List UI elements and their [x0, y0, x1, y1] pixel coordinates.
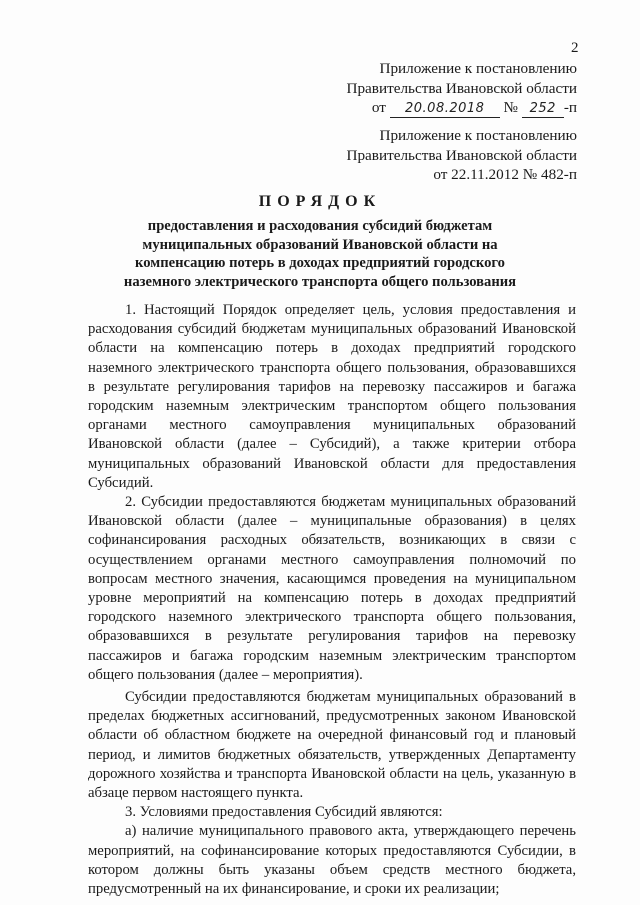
- handwritten-number: 252: [522, 101, 564, 118]
- appendix-current-line2: Правительства Ивановской области: [346, 79, 577, 97]
- document-body: [88, 301, 576, 899]
- paragraph-4: 3. Условиями предоставления Субсидий являются:: [125, 804, 443, 821]
- appendix-original-line2: Правительства Ивановской области: [346, 146, 577, 164]
- appendix-current-line1: Приложение к постановлению: [379, 60, 577, 77]
- from-label: от: [371, 99, 386, 116]
- appendix-original-line3: от 22.11.2012 № 482-п: [433, 166, 577, 183]
- document-title: ПОРЯДОК: [258, 193, 382, 210]
- number-label: №: [503, 99, 519, 116]
- handwritten-date: 20.08.2018: [390, 101, 500, 118]
- appendix-original-line1: Приложение к постановлению: [379, 127, 577, 144]
- appendix-current: [347, 59, 578, 118]
- paragraph-1: 1. Настоящий Порядок определяет цель, условия предоставления и расходования субсидий бюджетам муниципальных образований Ивановской области на компенсацию потерь в доходах предприятий городского наземного электрического транспорта общего пользования, образовавшихся в результате регулирования тарифов на перевозку пассажиров и багажа городским наземным электрическим транспортом общего пользования органами местного самоуправления муниципальных образований Ивановской области (далее – Субсидий), а также критерии отбора муниципальных образований Ивановской области для предоставления Субсидий.: [88, 302, 576, 491]
- appendix-current-line3: [347, 98, 578, 118]
- paragraph-5: а) наличие муниципального правового акта, утверждающего перечень мероприятий, на софинансирование которых предоставляются Субсидии, в котором должны быть указаны объем средств местного бюджета, предусмотренный на их финансирование, и сроки их реализации;: [88, 823, 576, 898]
- page-number: 2: [571, 40, 579, 56]
- paragraph-3: Субсидии предоставляются бюджетам муниципальных образований в пределах бюджетных ассигнований, предусмотренных законом Ивановской области об областном бюджете на очередной финансовый год и плановый период, и лимитов бюджетных обязательств, утвержденных Департаменту дорожного хозяйства и транспорта Ивановской области на цель, указанную в абзаце первом настоящего пункта.: [88, 689, 576, 802]
- number-suffix: -п: [563, 99, 577, 116]
- document-subtitle: предоставления и расходования субсидий бюджетам муниципальных образований Ивановской области на компенсацию потерь в доходах предприятий городского наземного электрического транспорта общего пользования: [123, 218, 517, 290]
- appendix-original: [347, 126, 578, 185]
- paragraph-2: 2. Субсидии предоставляются бюджетам муниципальных образований Ивановской области (далее – муниципальные образования) в целях софинансирования расходных обязательств, возникающих в связи с осуществлением органами местного самоуправления полномочий по вопросам местного значения, касающимся проведения на муниципальном уровне мероприятий на компенсацию потерь в доходах предприятий городского наземного электрического транспорта общего пользования, образовавшихся в результате регулирования тарифов на перевозку пассажиров и багажа городским наземным электрическим транспортом общего пользования (далее – мероприятия).: [88, 494, 576, 683]
